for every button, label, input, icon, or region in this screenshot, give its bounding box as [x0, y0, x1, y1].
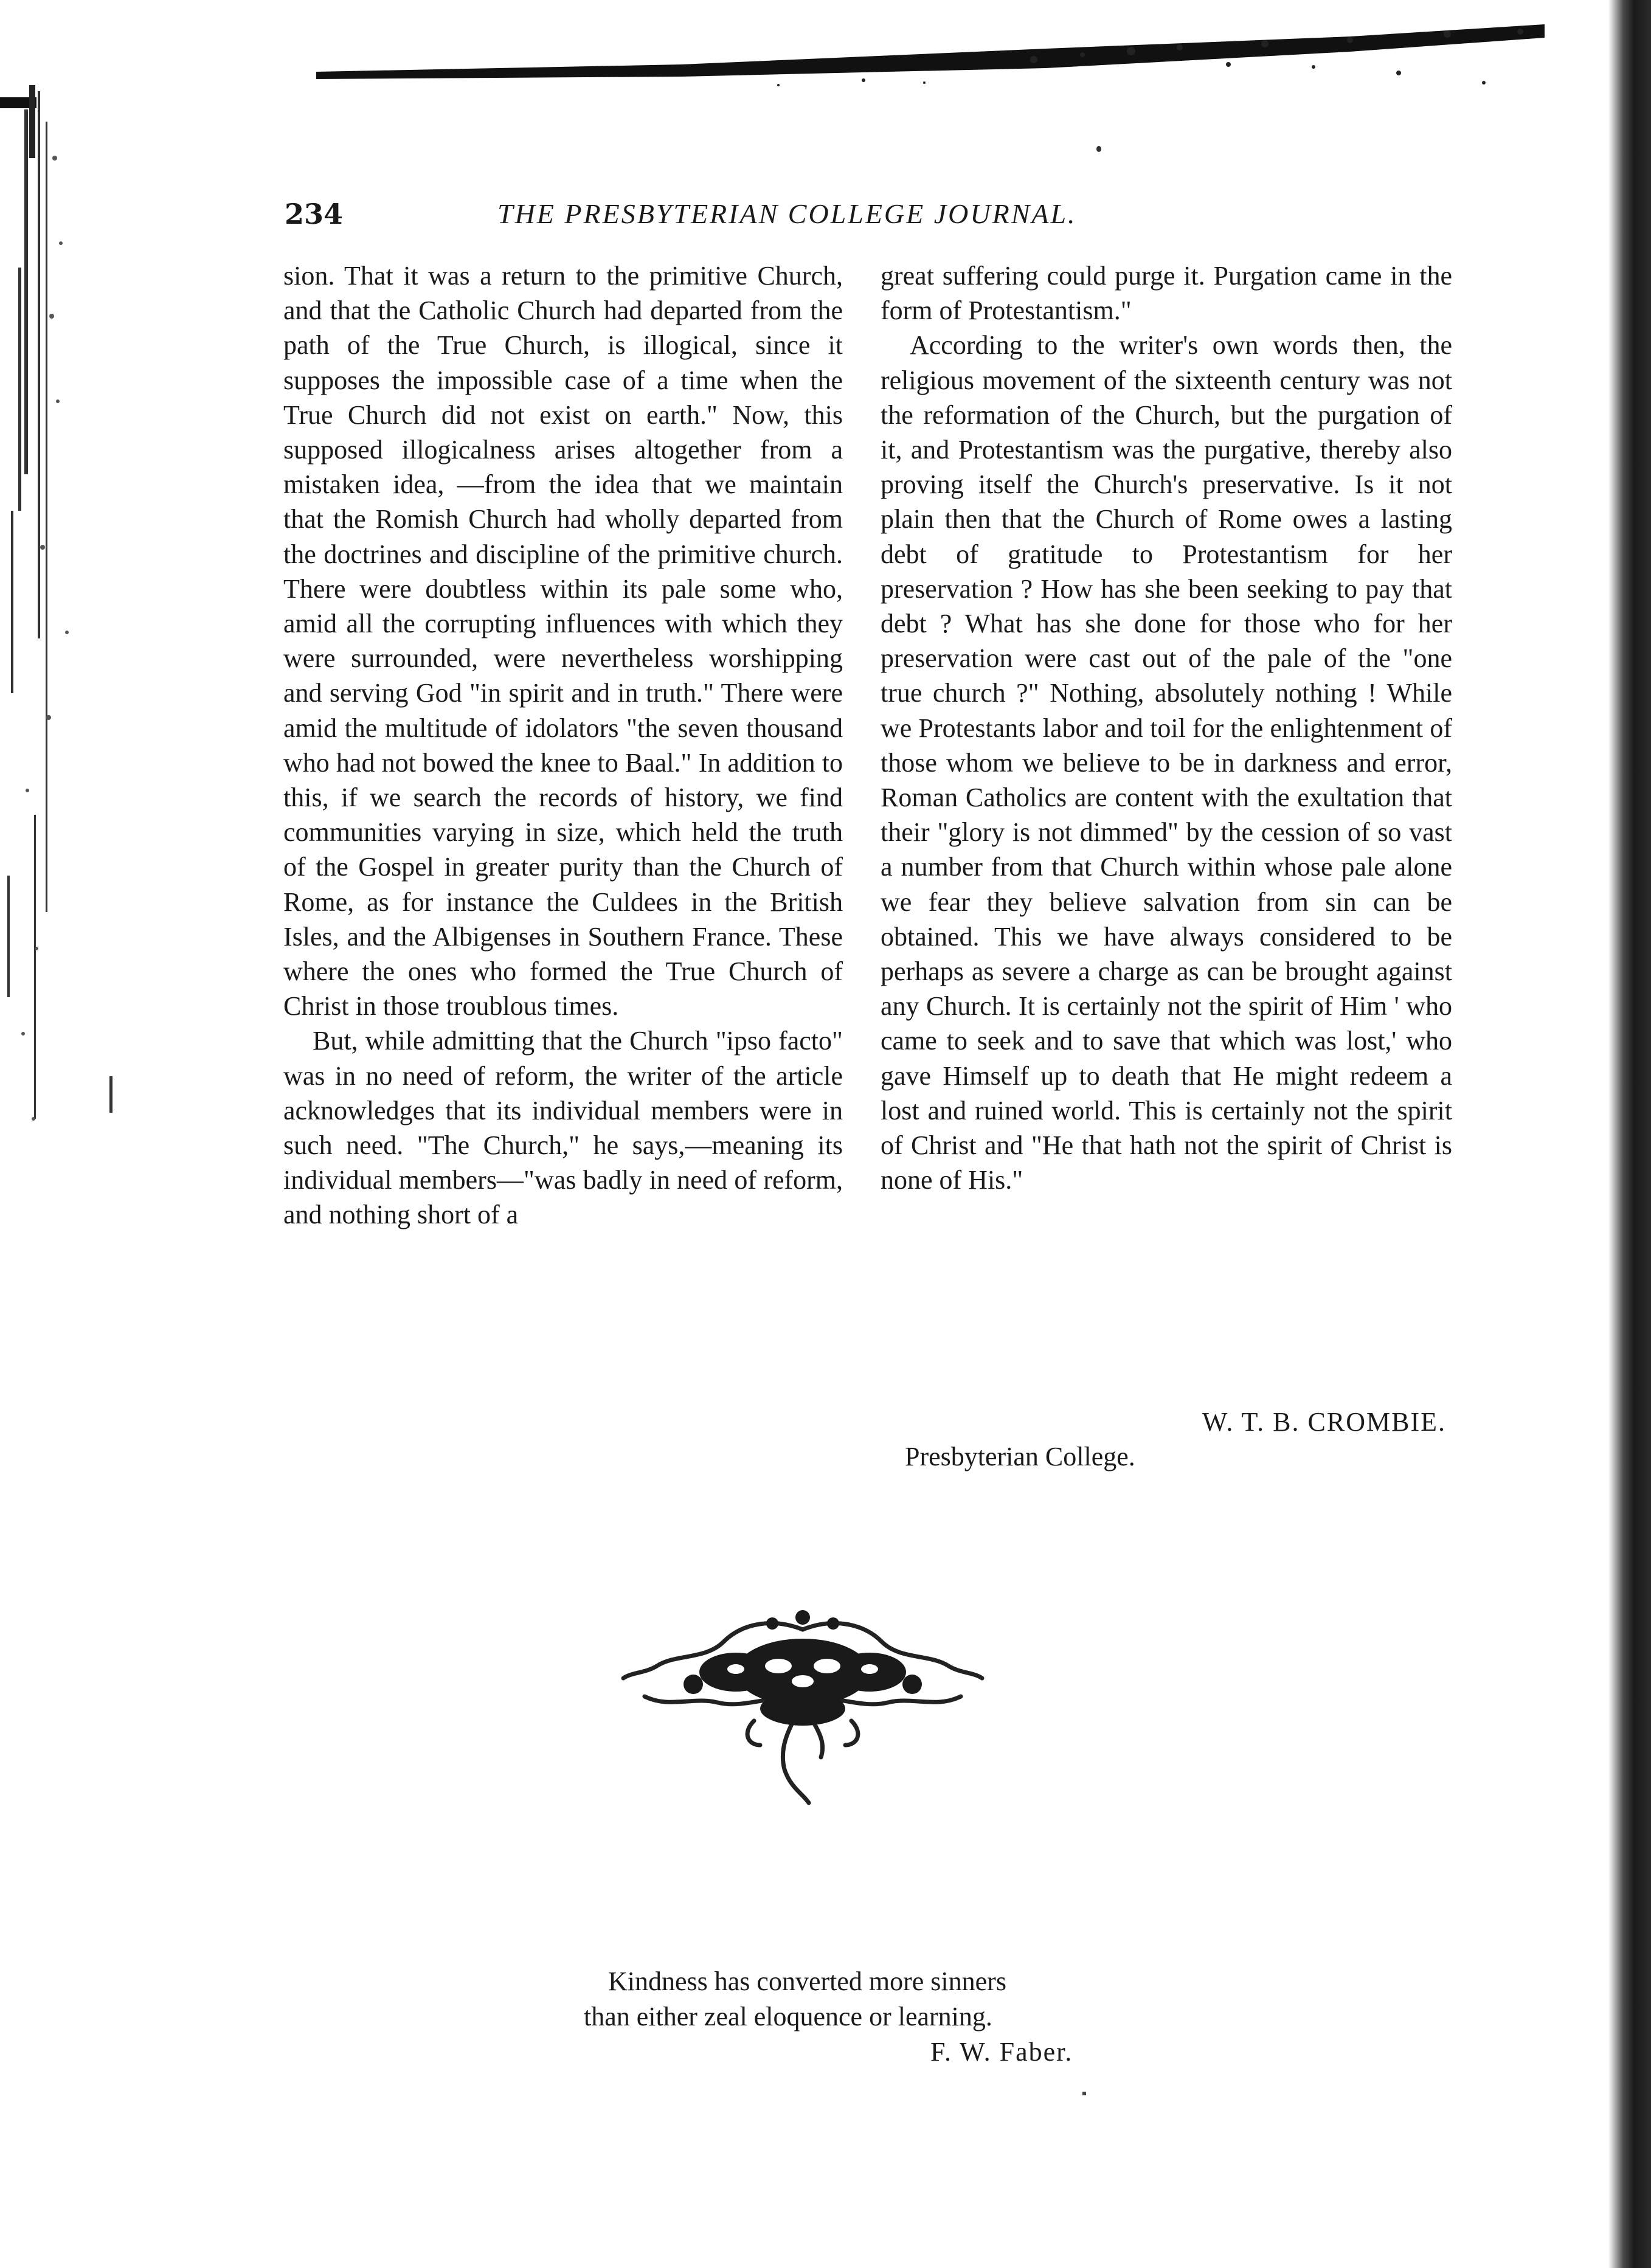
scan-smear-top	[316, 24, 1545, 91]
author-affiliation: Presbyterian College.	[905, 1442, 1135, 1472]
quote-line-2: than either zeal eloquence or learning.	[584, 2002, 992, 2031]
floral-ornament-icon	[620, 1605, 985, 1806]
left-column	[283, 258, 843, 1233]
journal-title: THE PRESBYTERIAN COLLEGE JOURNAL.	[497, 198, 1077, 229]
scan-noise-left-margin	[0, 85, 140, 1484]
scan-speck	[1096, 146, 1101, 152]
right-paragraph-1: great suffering could purge it. Purgation came in the form of Protestantism."	[881, 261, 1452, 326]
article-signature	[881, 1405, 1452, 1474]
closing-quote	[547, 1964, 1186, 2070]
scan-dark-edge-right	[1608, 0, 1651, 2268]
scan-speck	[1082, 2092, 1086, 2095]
right-paragraph-2: According to the writer's own words then, the religious movement of the sixteenth century was not the reformation of the Church, but the purgation of it, and Protestantism was the purgative, thereby also proving itself the Church's preservative. Is it not plain then that the Church of Rome owes a lasting debt of gratitude to Protestantism for her preservation ? How has she been seeking to pay that debt ? What has she done for those who for her preservation were cast out of the pale of the "one true church ?" Nothing, absolutely nothing ! While we Protestants labor and toil for the enlightenment of those whom we believe to be in darkness and error, Roman Catholics are content with the exultation that their "glory is not dimmed" by the cession of so vast a number from that Church within whose pale alone we fear they believe salvation from sin can be obtained. This we have always considered to be perhaps as severe a charge as can be brought against any Church. It is certainly not the spirit of Him ' who came to seek and to save that which was lost,' who gave Himself up to death that He might redeem a lost and ruined world. This is certainly not the spirit of Christ and "He that hath not the spirit of Christ is none of His."	[881, 330, 1452, 1195]
left-paragraph-2: But, while admitting that the Church "ipso facto" was in no need of reform, the writer of the article acknowledges that its individual members were in such need. "The Church," he says,—meaning its individual members—"was badly in need of reform, and nothing short of a	[283, 1026, 843, 1230]
author-name: W. T. B. CROMBIE.	[1202, 1407, 1446, 1437]
right-column	[881, 258, 1452, 1197]
page-number: 234	[285, 198, 344, 230]
quote-author: F. W. Faber.	[930, 2037, 1073, 2067]
left-paragraph-1: sion. That it was a return to the primitive Church, and that the Catholic Church had departed from the path of the True Church, is illogical, since it supposes the impossible case of a time when the True Church did not exist on earth." Now, this supposed illogicalness arises altogether from a mistaken idea, —from the idea that we maintain that the Romish Church had wholly departed from the doctrines and discipline of the primitive church. There were doubtless within its pale some who, amid all the corrupting influences with which they were surrounded, were nevertheless worshipping and serving God "in spirit and in truth." There were amid the multitude of idolators "the seven thousand who had not bowed the knee to Baal." In addition to this, if we search the records of history, we find communities varying in size, which held the truth of the Gospel in greater purity than the Church of Rome, as for instance the Culdees in the British Isles, and the Albigenses in Southern France. These where the ones who formed the True Church of Christ in those troublous times.	[283, 261, 843, 1022]
running-head	[285, 198, 1209, 240]
quote-line-1: Kindness has converted more sinners	[608, 1966, 1006, 1996]
